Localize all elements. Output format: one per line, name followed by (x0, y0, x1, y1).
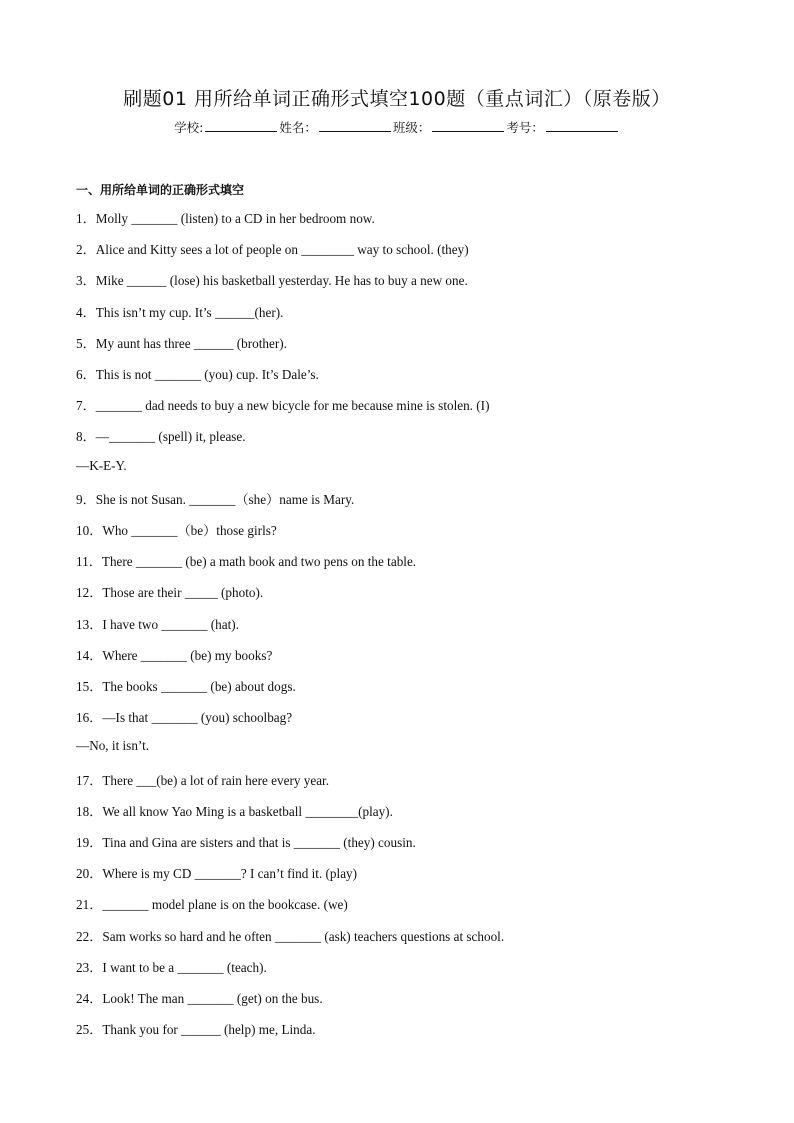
answer-line: —K-E-Y. (76, 458, 127, 473)
question-line: 14．Where _______ (be) my books? (76, 648, 273, 663)
question-line: 5．My aunt has three ______ (brother). (76, 336, 287, 351)
question-line: 20．Where is my CD _______? I can’t find it. (play) (76, 866, 358, 881)
question-line: 6．This is not _______ (you) cup. It’s Dale’s. (76, 367, 319, 382)
question-line: 19．Tina and Gina are sisters and that is _______ (they) cousin. (76, 835, 416, 850)
answer-line: —No, it isn’t. (76, 738, 150, 753)
page-title: 刷题01 用所给单词正确形式填空100题（重点词汇）（原卷版） (123, 88, 671, 110)
exam-no-blank[interactable] (546, 119, 618, 132)
question-line: 15．The books _______ (be) about dogs. (76, 679, 296, 694)
question-line: 10．Who _______（be）those girls? (76, 523, 277, 538)
class-label: 班级： (392, 120, 431, 135)
question-line: 8．—_______ (spell) it, please. (76, 429, 246, 444)
name-blank[interactable] (319, 119, 391, 132)
question-line: 3．Mike ______ (lose) his basketball yesterday. He has to buy a new one. (76, 273, 468, 288)
question-line: 2．Alice and Kitty sees a lot of people on ________ way to school. (they) (76, 242, 469, 257)
question-line: 13．I have two _______ (hat). (76, 617, 239, 632)
class-blank[interactable] (432, 119, 504, 132)
section-heading: 一、用所给单词的正确形式填空 (76, 183, 245, 197)
question-line: 1．Molly _______ (listen) to a CD in her bedroom now. (76, 211, 375, 226)
question-line: 25．Thank you for ______ (help) me, Linda. (76, 1022, 316, 1037)
question-line: 22．Sam works so hard and he often _______ (ask) teachers questions at school. (76, 929, 505, 944)
exam-no-label: 考号： (506, 120, 544, 135)
question-line: 9．She is not Susan. _______（she）name is Mary. (76, 492, 355, 507)
student-info-line (0, 118, 794, 136)
question-line: 16．—Is that _______ (you) schoolbag? (76, 710, 293, 725)
question-line: 7．_______ dad needs to buy a new bicycle for me because mine is stolen. (I) (76, 398, 490, 413)
question-line: 21．_______ model plane is on the bookcase. (we) (76, 897, 348, 912)
question-line: 17．There ___(be) a lot of rain here every year. (76, 773, 330, 788)
question-line: 11．There _______ (be) a math book and two pens on the table. (76, 554, 417, 569)
question-line: 12．Those are their _____ (photo). (76, 585, 264, 600)
question-line: 24．Look! The man _______ (get) on the bus. (76, 991, 323, 1006)
name-label: 姓名： (279, 120, 317, 135)
question-line: 18．We all know Yao Ming is a basketball ________(play). (76, 804, 393, 819)
school-blank[interactable] (205, 119, 277, 132)
question-line: 4．This isn’t my cup. It’s ______(her). (76, 305, 284, 320)
school-label: 学校: (174, 120, 204, 135)
question-line: 23．I want to be a _______ (teach). (76, 960, 267, 975)
